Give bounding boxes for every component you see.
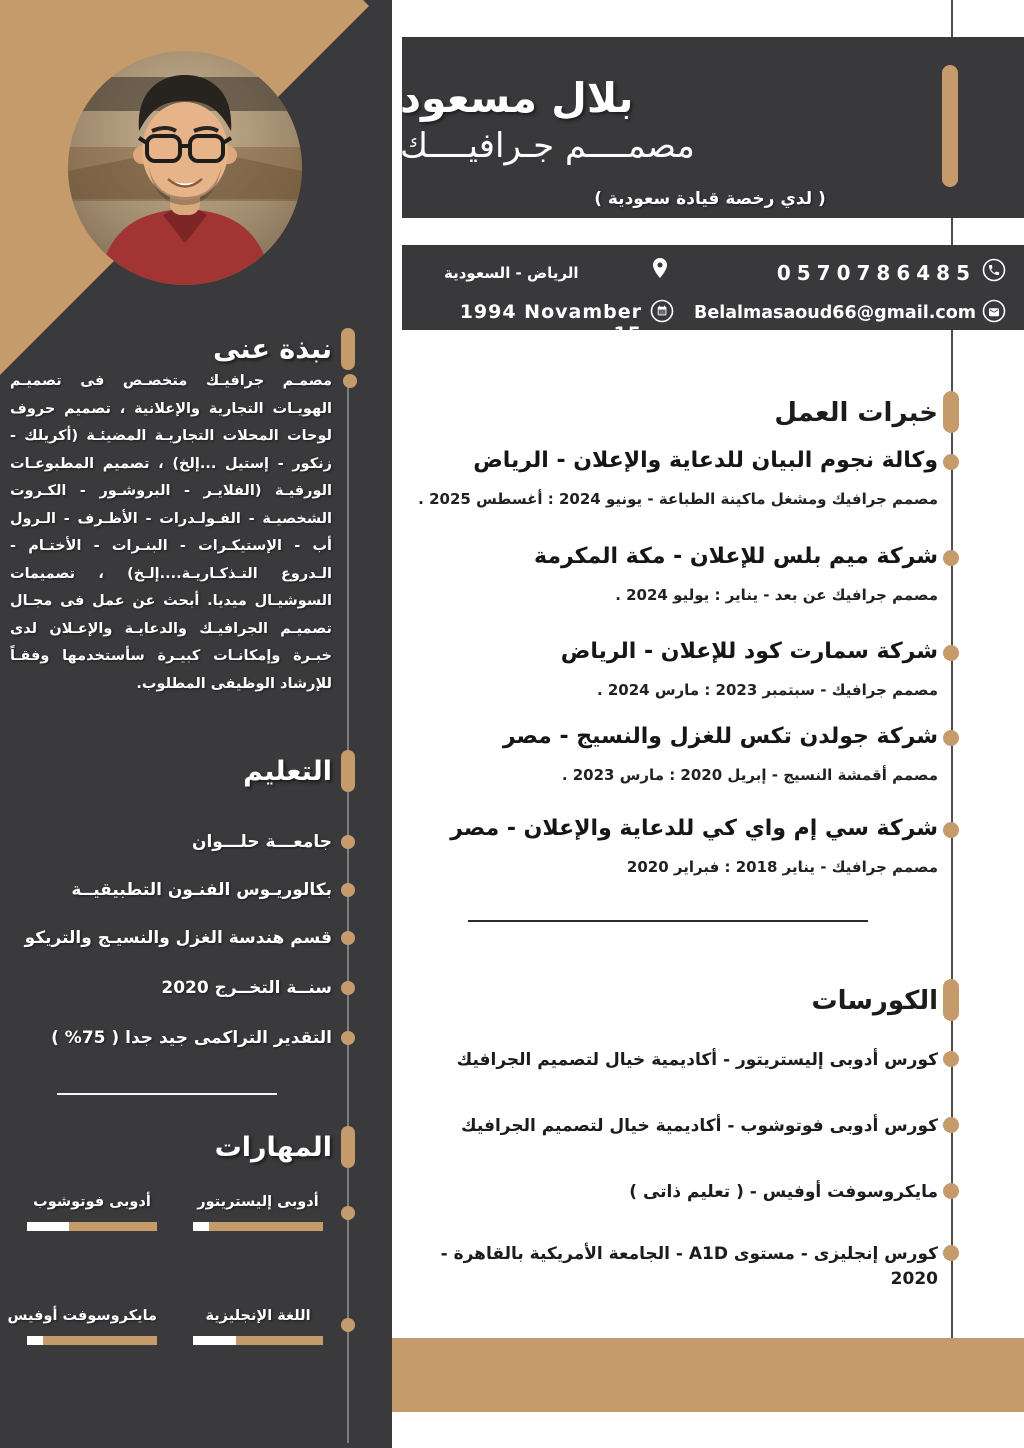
course-text: كورس أدوبى فوتوشوب - أكاديمية خيال لتصميم الجرافيك	[461, 1116, 938, 1136]
role-and-dates: مصمم جرافيك ومشغل ماكينة الطباعة - يونيو 2024 : أغسطس 2025 .	[418, 490, 938, 508]
experience-item	[402, 637, 938, 699]
role-and-dates: مصمم أقمشة النسيج - إبريل 2020 : مارس 2023 .	[561, 766, 938, 784]
about-text: مصمـم جرافيـك متخصـص فى تصميـم الهويـات التجارية والإعلانية ، تصميم حروف لوحات المحلات التجاريـة المضيئـة (أكريلك - زنكور - إستيل ...إلخ) ، تصميم المطبوعـات الورقيـة (الفلايـر - البروشـور - الكـروت الشخصيـة - الفـولـدرات - الأظـرف - الـرول أب - الإستيكـرات - البنـرات - الأختـام - الـدروع التـذكـاريـة....إلـخ) ، تصميمات السوشيـال ميديا. أبحث عن عمل فى مجـال تصميـم الجرافيـك والدعايـة والإعـلان لدى خبـرة وإمكانـات كبيـرة سأستخدمها وفقـاً للإرشاد الوظيفى المطلوب.	[10, 373, 332, 692]
education-text: بكالوريـوس الفنـون التطبيقيــة	[71, 880, 332, 900]
course-text: كورس أدوبى إليستريتور - أكاديمية خيال لتصميم الجرافيك	[456, 1050, 938, 1070]
driving-license-note: ( لدي رخصة قيادة سعودية )	[594, 189, 826, 209]
education-item	[12, 878, 332, 902]
skill-progress-bar	[27, 1336, 157, 1345]
experience-title: خبرات العمل	[774, 398, 938, 428]
experience-item	[402, 814, 938, 876]
sidebar-timeline-line	[347, 380, 349, 1443]
profile-photo	[68, 51, 302, 285]
skill-label: أدوبى فوتوشوب	[33, 1194, 151, 1210]
timeline-dot	[943, 822, 959, 838]
timeline-dot	[943, 730, 959, 746]
timeline-dot	[943, 1245, 959, 1261]
course-item	[402, 1242, 938, 1292]
timeline-dot	[943, 645, 959, 661]
education-accent-bar	[341, 750, 355, 792]
experience-accent-bar	[943, 391, 959, 433]
education-item	[12, 1026, 332, 1050]
skill-label: أدوبى إليستريتور	[197, 1194, 319, 1210]
skill-progress-bar	[193, 1222, 323, 1231]
company-name: وكالة نجوم البيان للدعاية والإعلان - الرياض	[473, 448, 938, 473]
timeline-dot	[341, 1031, 355, 1045]
education-item	[12, 976, 332, 1000]
role-and-dates: مصمم جرافيك عن بعد - يناير : يوليو 2024 .	[615, 586, 938, 604]
education-item	[12, 926, 332, 950]
experience-item	[402, 722, 938, 784]
footer-accent-band	[392, 1338, 1024, 1412]
skills-accent-bar	[341, 1126, 355, 1168]
skill-photoshop	[27, 1194, 157, 1231]
timeline-dot	[341, 981, 355, 995]
timeline-dot	[341, 835, 355, 849]
skill-label: اللغة الإنجليزية	[205, 1308, 311, 1324]
skill-label: مايكروسوفت أوفيس	[7, 1308, 157, 1324]
course-text: كورس إنجليزى - مستوى A1D - الجامعة الأمريكية بالقاهرة - 2020	[440, 1244, 938, 1289]
timeline-dot	[341, 1318, 355, 1332]
timeline-dot	[341, 931, 355, 945]
avatar-illustration	[68, 51, 302, 285]
role-and-dates: مصمم جرافيك - سبتمبر 2023 : مارس 2024 .	[596, 681, 938, 699]
section-divider	[468, 920, 868, 922]
calendar-icon	[650, 299, 674, 323]
role-and-dates: مصمم جرافيك - يناير 2018 : فبراير 2020	[626, 858, 938, 876]
company-name: شركة جولدن تكس للغزل والنسيج - مصر	[502, 724, 938, 749]
timeline-dot	[343, 374, 357, 388]
company-name: شركة سي إم واي كي للدعاية والإعلان - مصر	[450, 816, 938, 841]
course-text: مايكروسوفت أوفيس - ( تعليم ذاتى )	[629, 1182, 938, 1202]
experience-item	[402, 542, 938, 604]
skill-ms-office	[7, 1308, 157, 1345]
job-title: مصمــــم جـرافيــــك	[400, 126, 695, 166]
education-title: التعليم	[243, 756, 332, 787]
timeline-dot	[943, 1051, 959, 1067]
company-name: شركة سمارت كود للإعلان - الرياض	[560, 639, 938, 664]
education-text: جامعـــة حلـــوان	[191, 832, 332, 852]
timeline-dot	[943, 1183, 959, 1199]
skill-progress-bar	[193, 1336, 323, 1345]
course-item	[402, 1114, 938, 1139]
about-section-header	[12, 330, 332, 370]
skill-english	[193, 1308, 323, 1345]
education-section-header	[12, 752, 332, 792]
timeline-dot	[943, 454, 959, 470]
courses-accent-bar	[943, 979, 959, 1021]
timeline-dot	[943, 1117, 959, 1133]
skill-illustrator	[193, 1194, 323, 1231]
phone-icon	[982, 258, 1006, 282]
experience-section-header	[402, 394, 938, 432]
about-title: نبذة عنى	[213, 334, 332, 365]
about-paragraph	[10, 368, 332, 698]
email-icon	[982, 299, 1006, 323]
education-item	[12, 830, 332, 854]
location-text: الرياض - السعودية	[444, 264, 579, 282]
course-item	[402, 1048, 938, 1073]
phone-number: 0570786485	[776, 261, 976, 285]
timeline-dot	[341, 1206, 355, 1220]
experience-item	[402, 446, 938, 508]
timeline-dot	[943, 550, 959, 566]
location-pin-icon	[648, 256, 672, 280]
email-address: Belalmasaoud66@gmail.com	[694, 303, 976, 323]
education-text: قسم هندسة الغزل والنسيـج والتريكو	[24, 928, 332, 948]
header-accent-bar	[942, 65, 958, 187]
skills-section-header	[12, 1128, 332, 1168]
birth-date: 1994 Novamber 15	[459, 301, 642, 345]
company-name: شركة ميم بلس للإعلان - مكة المكرمة	[534, 544, 938, 569]
about-accent-bar	[341, 328, 355, 370]
education-text: التقدير التراكمى جيد جدا ( 75% )	[51, 1028, 332, 1048]
courses-title: الكورسات	[811, 986, 938, 1016]
timeline-dot	[341, 883, 355, 897]
skills-title: المهارات	[214, 1132, 332, 1163]
skills-divider-line	[57, 1093, 277, 1095]
person-name: بلال مسعود	[400, 74, 634, 122]
course-item	[402, 1180, 938, 1205]
courses-section-header	[402, 982, 938, 1020]
skill-progress-bar	[27, 1222, 157, 1231]
education-text: سنــة التخــرج 2020	[161, 978, 332, 998]
